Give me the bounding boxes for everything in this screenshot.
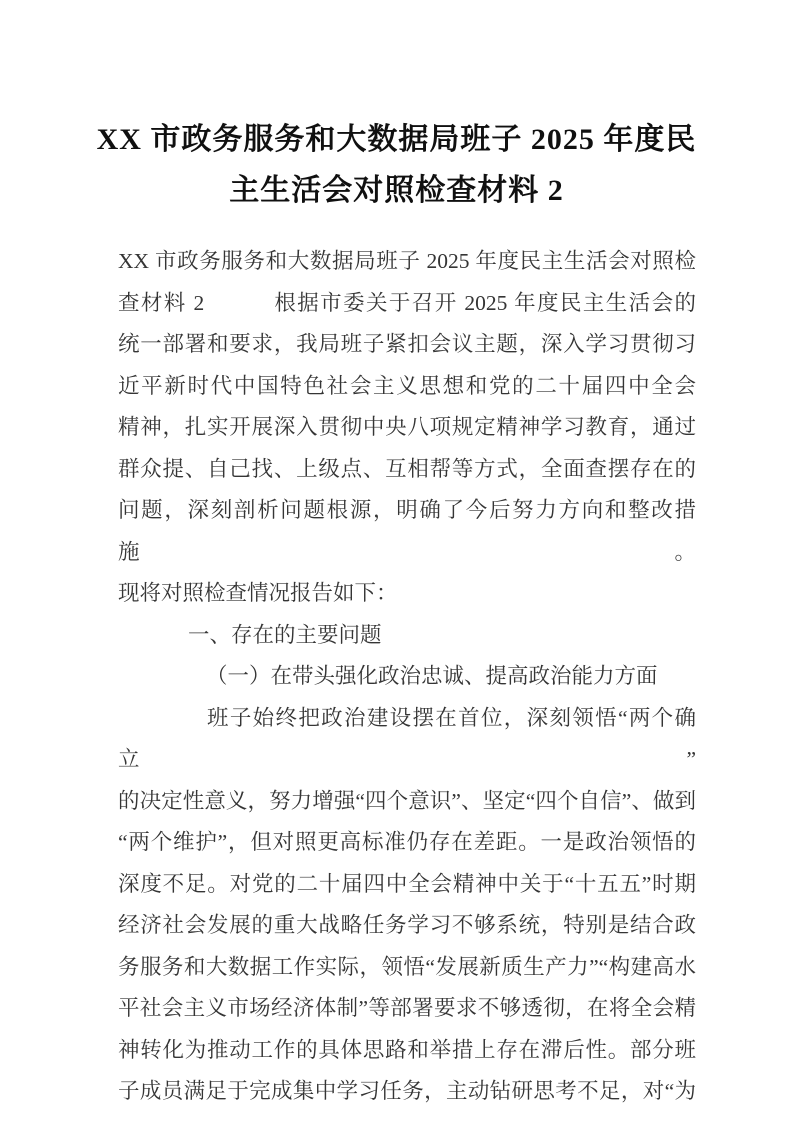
document-title-line: XX 市政务服务和大数据局班子 2025 年度民: [96, 123, 697, 156]
document-line: 的决定性意义，努力增强“四个意识”、坚定“四个自信”、做到: [118, 788, 696, 813]
document-line: “两个维护”，但对照更高标准仍存在差距。一是政治领悟的: [118, 830, 696, 854]
document-line: 平社会主义市场经济体制”等部署要求不够透彻，在将全会精: [118, 996, 696, 1020]
document-line: 近平新时代中国特色社会主义思想和党的二十届四中全会: [118, 373, 696, 398]
document-line: 务服务和大数据工作实际，领悟“发展新质生产力”“构建高水: [118, 954, 696, 979]
document-line: 班子始终把政治建设摆在首位，深刻领悟“两个确立”: [118, 705, 696, 771]
document-line: 统一部署和要求，我局班子紧扣会议主题，深入学习贯彻习: [118, 332, 696, 356]
document-line: 问题，深刻剖析问题根源，明确了今后努力方向和整改措施。: [118, 498, 696, 564]
document-title-line: 主生活会对照检查材料 2: [229, 174, 564, 207]
document-line: 现将对照检查情况报告如下：: [118, 581, 398, 605]
document-line: 神转化为推动工作的具体思路和举措上存在滞后性。部分班: [118, 1037, 696, 1062]
document-line: 群众提、自己找、上级点、互相帮等方式，全面查摆存在的: [118, 456, 696, 481]
document-line: 一、存在的主要问题: [188, 622, 382, 647]
document-line: 查材料 2 根据市委关于召开 2025 年度民主生活会的: [118, 290, 696, 315]
document-body: [118, 241, 696, 1113]
document-line: 精神，扎实开展深入贯彻中央八项规定精神学习教育，通过: [118, 415, 696, 439]
document-line: 深度不足。对党的二十届四中全会精神中关于“十五五”时期: [118, 871, 696, 896]
document-title: [0, 0, 793, 216]
document-line: XX 市政务服务和大数据局班子 2025 年度民主生活会对照检: [118, 249, 696, 273]
document-line: 子成员满足于完成集中学习任务，主动钻研思考不足，对“为: [118, 1079, 696, 1103]
document-line: （一）在带头强化政治忠诚、提高政治能力方面: [206, 664, 658, 688]
document-line: 经济社会发展的重大战略任务学习不够系统，特别是结合政: [118, 913, 696, 937]
